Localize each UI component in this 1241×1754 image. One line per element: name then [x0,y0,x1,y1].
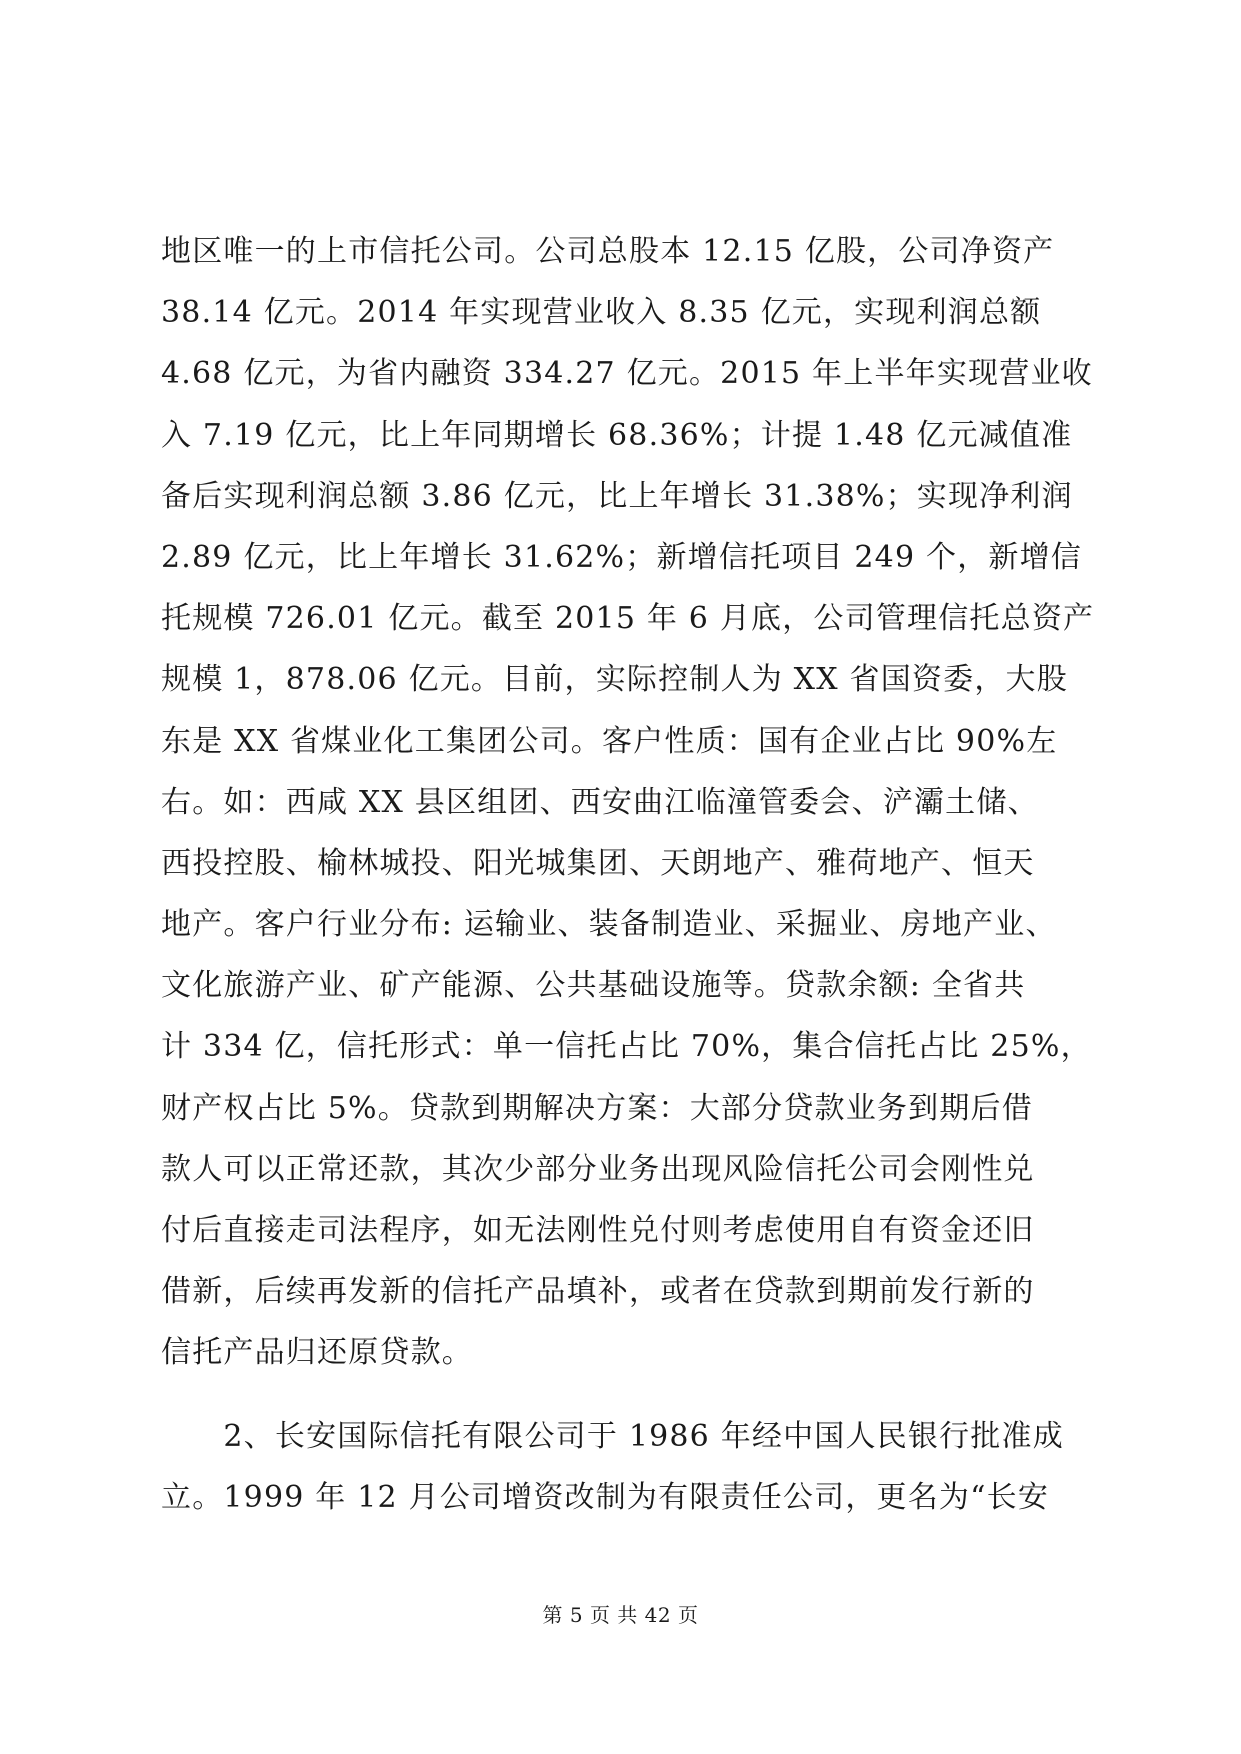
text-line: 地产。客户行业分布: 运输业、装备制造业、采掘业、房地产业、 [161,907,1057,943]
text-line: 4.68 亿元，为省内融资 334.27 亿元。2015 年上半年实现营业收 [161,356,1093,392]
text-line: 2.89 亿元，比上年增长 31.62%；新增信托项目 249 个，新增信 [161,539,1082,575]
text-line: 规模 1，878.06 亿元。目前，实际控制人为 XX 省国资委，大股 [161,662,1068,698]
text-line: 地区唯一的上市信托公司。公司总股本 12.15 亿股，公司净资产 [161,234,1055,269]
text-line: 东是 XX 省煤业化工集团公司。客户性质：国有企业占比 90%左 [161,723,1058,759]
text-line: 备后实现利润总额 3.86 亿元，比上年增长 31.38%；实现净利润 [161,478,1073,514]
text-line: 38.14 亿元。2014 年实现营业收入 8.35 亿元，实现利润总额 [161,295,1042,331]
text-line: 付后直接走司法程序，如无法刚性兑付则考虑使用自有资金还旧 [161,1213,1035,1248]
page-number-footer: 第 5 页 共 42 页 [542,1603,699,1627]
text-line: 财产权占比 5%。贷款到期解决方案：大部分贷款业务到期后借 [161,1090,1033,1126]
text-line: 托规模 726.01 亿元。截至 2015 年 6 月底，公司管理信托总资产 [161,601,1095,637]
text-line: 2、长安国际信托有限公司于 1986 年经中国人民银行批准成 [161,1419,1064,1454]
body-paragraph-2 [161,1406,1081,1528]
text-line: 文化旅游产业、矿产能源、公共基础设施等。贷款余额: 全省共 [161,968,1026,1004]
text-line: 入 7.19 亿元，比上年同期增长 68.36%；计提 1.48 亿元减值准 [161,417,1073,453]
text-line: 西投控股、榆林城投、阳光城集团、天朗地产、雅荷地产、恒天 [161,845,1035,881]
text-line: 信托产品归还原贷款。 [161,1335,473,1371]
text-line: 借新，后续再发新的信托产品填补，或者在贷款到期前发行新的 [161,1274,1035,1310]
text-line: 立。1999 年 12 月公司增资改制为有限责任公司，更名为“长安 [161,1480,1050,1516]
body-paragraph-1 [161,221,1095,1384]
text-line: 右。如：西咸 XX 县区组团、西安曲江临潼管委会、浐灞土储、 [161,784,1039,820]
text-line: 款人可以正常还款，其次少部分业务出现风险信托公司会刚性兑 [161,1151,1035,1187]
text-line: 计 334 亿，信托形式：单一信托占比 70%，集合信托占比 25%， [161,1029,1092,1065]
